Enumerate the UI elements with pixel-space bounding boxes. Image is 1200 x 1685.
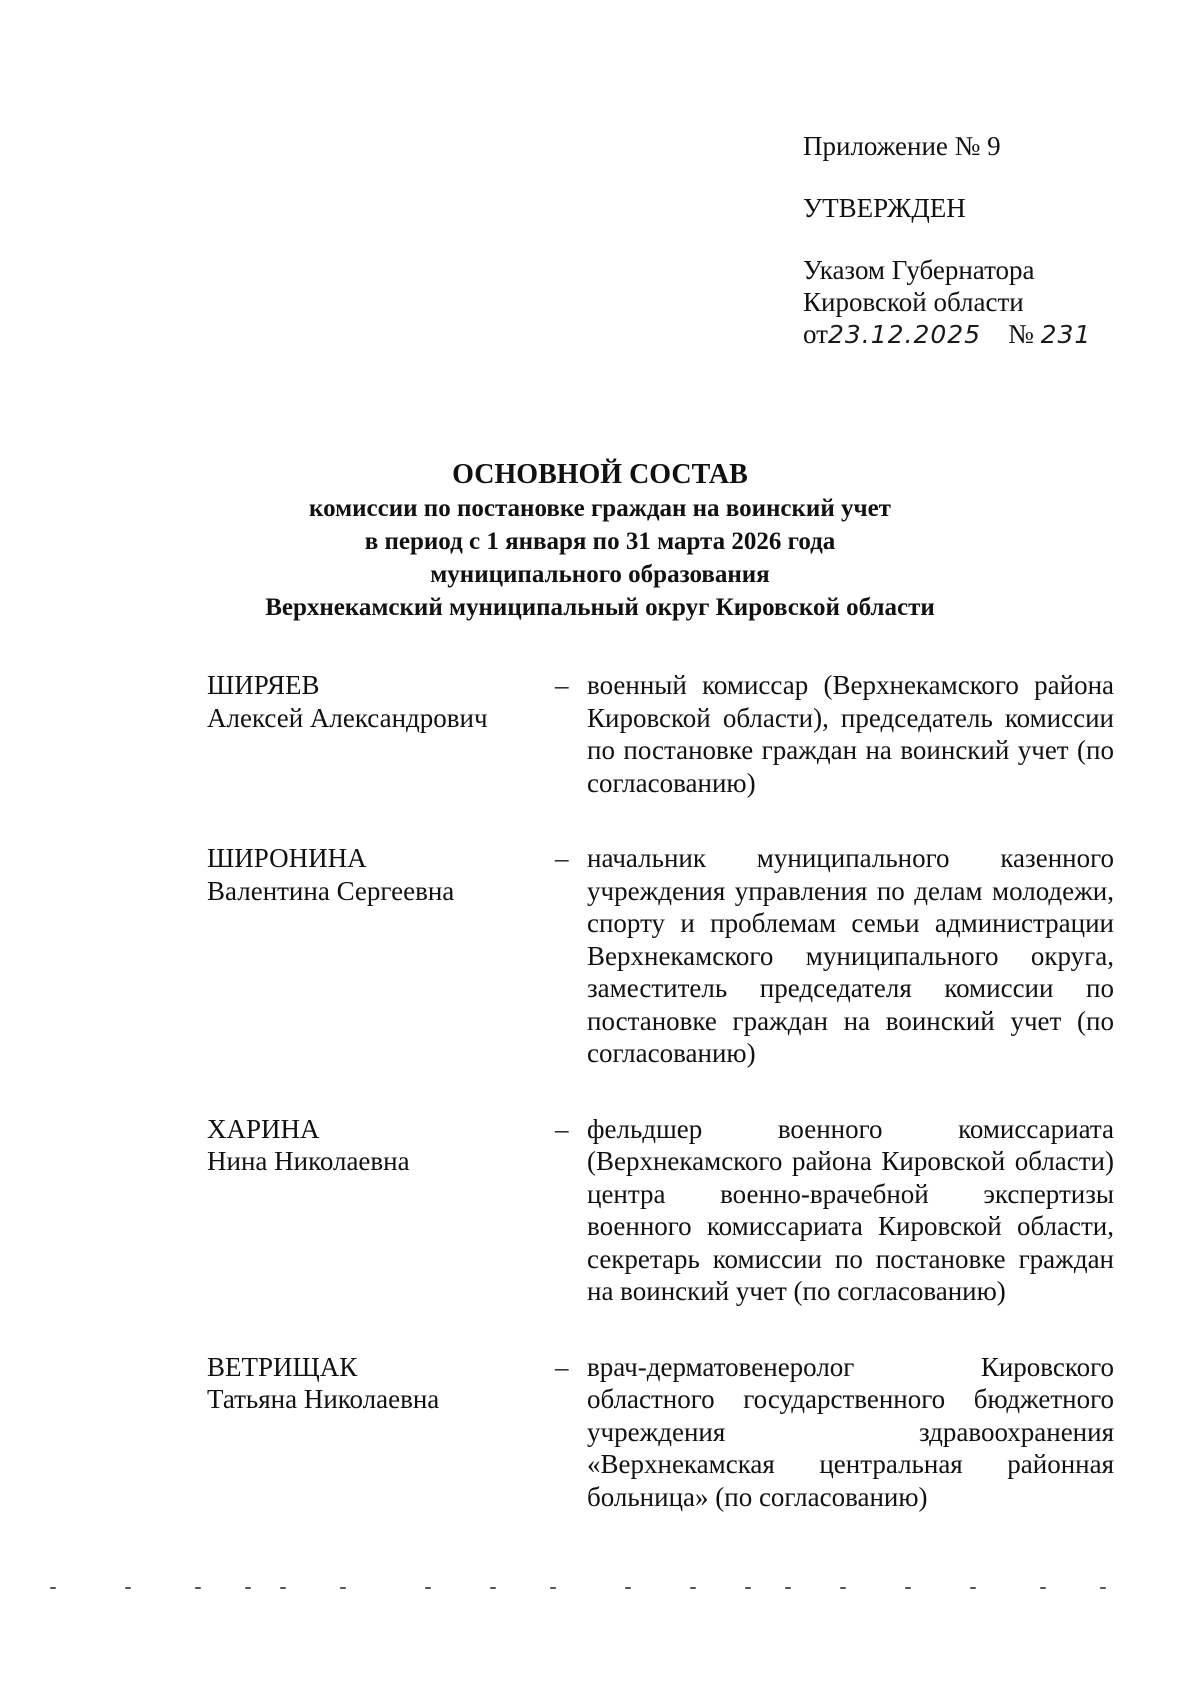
member-name	[207, 669, 555, 799]
handwritten-number: 231	[1040, 320, 1092, 349]
member-given-name: Татьяна Николаевна	[207, 1384, 440, 1414]
member-given-name: Валентина Сергеевна	[207, 875, 455, 906]
member-role: военный комиссар (Верхнекамского района Кировской области), председатель комиссии по постановке граждан на воинский учет (по согласованию)	[587, 670, 1114, 798]
members-list	[207, 669, 1119, 1513]
member-given-name: Нина Николаевна	[207, 1146, 410, 1176]
member-surname: ШИРЯЕВ	[207, 670, 320, 700]
member-entry	[207, 669, 1119, 799]
member-dash: –	[555, 1351, 569, 1382]
member-entry	[207, 842, 1119, 1070]
decree-line-1: Указом Губернатора	[803, 255, 1035, 285]
member-dash: –	[555, 1113, 569, 1144]
scan-dot-row	[40, 1587, 1140, 1593]
appendix-label: Приложение № 9	[803, 131, 1001, 161]
number-prefix: №	[1008, 319, 1034, 349]
date-prefix: от	[803, 319, 828, 349]
approval-stamp-block	[803, 130, 1091, 351]
decree-line-2: Кировской области	[803, 287, 1024, 317]
member-surname: ШИРОНИНА	[207, 843, 367, 873]
document-title	[100, 458, 1100, 624]
member-role: фельдшер военного комиссариата (Верхнекамского района Кировской области) центра военно-врачебной экспертизы военного комиссариата Кировской области, секретарь комиссии по постановке граждан на воинский учет (по согласованию)	[587, 1113, 1114, 1306]
decree-date-line	[803, 318, 1091, 351]
member-name	[207, 1113, 555, 1308]
title-line-4: Верхнекамский муниципальный округ Кировской области	[265, 594, 935, 621]
member-surname: ХАРИНА	[207, 1113, 320, 1144]
handwritten-date: 23.12.2025	[827, 320, 982, 349]
member-entry	[207, 1351, 1119, 1514]
approved-label: УТВЕРЖДЕН	[803, 193, 966, 223]
member-name	[207, 842, 555, 1070]
title-main: ОСНОВНОЙ СОСТАВ	[452, 459, 748, 490]
member-dash: –	[555, 670, 569, 700]
title-line-1: комиссии по постановке граждан на воинский учет	[309, 495, 891, 522]
member-name	[207, 1351, 555, 1514]
member-entry	[207, 1113, 1119, 1308]
member-role: начальник муниципального казенного учреждения управления по делам молодежи, спорту и проблемам семьи администрации Верхнекамского муниципального округа, заместитель председателя комиссии по постановке граждан на воинский учет (по согласованию)	[587, 843, 1114, 1068]
member-role: врач-дерматовенеролог Кировского областного государственного бюджетного учреждения здравоохранения «Верхнекамская центральная районная больница» (по согласованию)	[587, 1351, 1114, 1512]
member-dash: –	[555, 843, 569, 873]
member-surname: ВЕТРИЩАК	[207, 1351, 358, 1382]
member-given-name: Алексей Александрович	[207, 702, 488, 733]
title-line-2: в период с 1 января по 31 марта 2026 года	[364, 528, 836, 555]
title-line-3: муниципального образования	[430, 561, 770, 588]
